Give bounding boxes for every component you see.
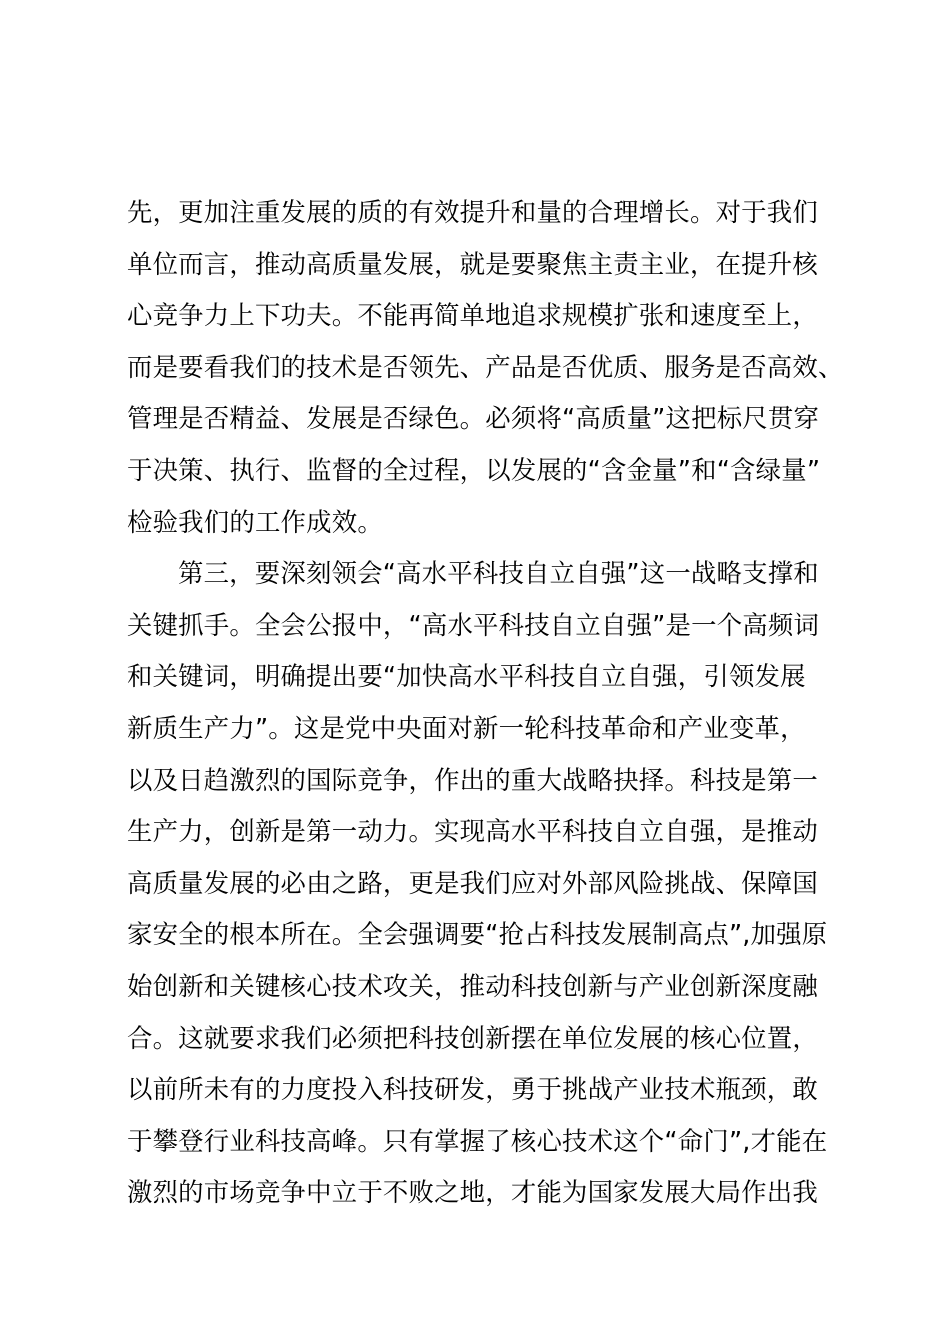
- text-line: 和关键词，明确提出要“加快高水平科技自立自强，引领发展: [127, 661, 806, 692]
- text-line: 于决策、执行、监督的全过程，以发展的“含金量”和“含绿量”: [127, 454, 821, 485]
- text-line: 先，更加注重发展的质的有效提升和量的合理增长。对于我们: [127, 197, 818, 227]
- text-line: 以前所未有的力度投入科技研发，勇于挑战产业技术瓶颈，敢: [127, 1074, 818, 1105]
- paragraph-continuation: [127, 187, 847, 548]
- text-line: 检验我们的工作成效。: [127, 506, 383, 537]
- text-line: 高质量发展的必由之路，更是我们应对外部风险挑战、保障国: [127, 867, 818, 898]
- text-line: 心竞争力上下功夫。不能再简单地追求规模扩张和速度至上，: [127, 300, 818, 331]
- document-body: [127, 187, 847, 1219]
- text-line: 激烈的市场竞争中立于不败之地，才能为国家发展大局作出我: [127, 1177, 818, 1208]
- text-line: 新质生产力”。这是党中央面对新一轮科技革命和产业变革，: [127, 712, 806, 743]
- text-line: 于攀登行业科技高峰。只有掌握了核心技术这个“命门”,才能在: [127, 1125, 828, 1156]
- text-line: 管理是否精益、发展是否绿色。必须将“高质量”这把标尺贯穿: [127, 403, 820, 434]
- text-line: 而是要看我们的技术是否领先、产品是否优质、服务是否高效、: [127, 351, 844, 382]
- text-line-first-indented: 第三，要深刻领会“高水平科技自立自强”这一战略支撑和: [178, 558, 819, 589]
- text-line: 关键抓手。全会公报中，“高水平科技自立自强”是一个高频词: [127, 609, 820, 640]
- paragraph-third-point: [127, 548, 847, 1219]
- text-line: 始创新和关键核心技术攻关，推动科技创新与产业创新深度融: [127, 970, 818, 1001]
- text-line: 家安全的根本所在。全会强调要“抢占科技发展制高点”,加强原: [127, 919, 828, 950]
- text-line: 单位而言，推动高质量发展，就是要聚焦主责主业，在提升核: [127, 248, 818, 279]
- text-line: 合。这就要求我们必须把科技创新摆在单位发展的核心位置，: [127, 1022, 818, 1053]
- text-line: 以及日趋激烈的国际竞争，作出的重大战略抉择。科技是第一: [127, 764, 818, 795]
- text-line: 生产力，创新是第一动力。实现高水平科技自立自强，是推动: [127, 816, 818, 847]
